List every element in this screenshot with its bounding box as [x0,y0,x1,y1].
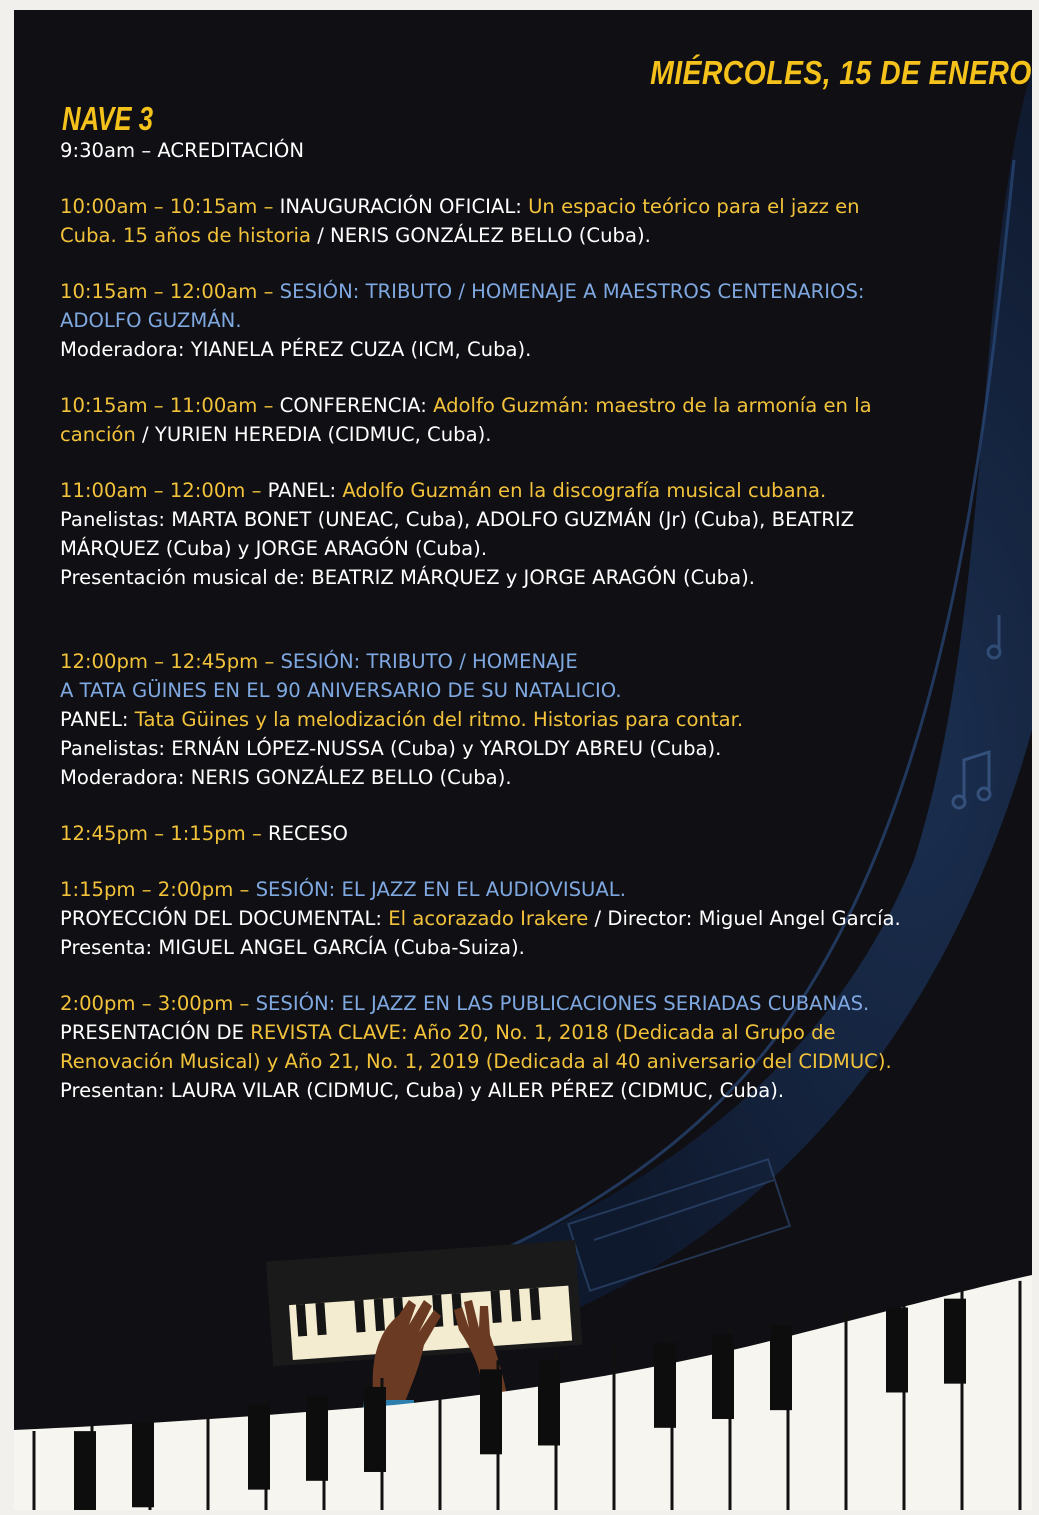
black-key [306,1396,328,1481]
program-item-line [60,420,1025,449]
text-segment: SESIÓN: TRIBUTO / HOMENAJE [280,650,578,673]
black-key [712,1334,734,1419]
text-segment: 11:00am – 12:00m – [60,479,268,502]
black-key [886,1307,908,1392]
text-segment: 9:30am – [60,139,158,162]
black-key [480,1369,502,1454]
black-key [944,1299,966,1384]
text-segment: / YURIEN HEREDIA (CIDMUC, Cuba). [135,423,492,446]
text-segment: PROYECCIÓN DEL DOCUMENTAL: [60,907,389,930]
text-segment: REVISTA CLAVE: Año 20, No. 1, 2018 (Dedicada al Grupo de [250,1021,836,1044]
program-item-line [60,647,1025,676]
program-item-line [60,505,1025,534]
program-item-line [60,734,1025,763]
text-segment: canción [60,423,136,446]
text-segment: 12:45pm – 1:15pm – [60,822,269,845]
text-segment: SESIÓN: EL JAZZ EN EL AUDIOVISUAL. [255,878,626,901]
black-key [248,1405,270,1490]
date-heading: MIÉRCOLES, 15 DE ENERO [650,54,1032,91]
program-list [60,136,1025,1105]
text-segment: Moderadora: YIANELA PÉREZ CUZA (ICM, Cuba). [60,338,532,361]
program-item [60,875,1025,962]
text-segment: RECESO [268,822,348,845]
text-segment: PANEL: [60,708,135,731]
text-segment: Panelistas: ERNÁN LÓPEZ-NUSSA (Cuba) y YAROLDY ABREU (Cuba). [60,737,722,760]
program-item-line [60,904,1025,933]
program-item-line [60,136,1025,165]
text-segment: Adolfo Guzmán en la discografía musical cubana. [342,479,827,502]
program-item-line [60,534,1025,563]
text-segment: 1:15pm – 2:00pm – [60,878,256,901]
text-segment: Renovación Musical) y Año 21, No. 1, 2019 (Dedicada al 40 aniversario del CIDMUC). [60,1050,892,1073]
program-item-line [60,1018,1025,1047]
program-item-line [60,306,1025,335]
text-segment: Presentación musical de: BEATRIZ MÁRQUEZ y JORGE ARAGÓN (Cuba). [60,566,756,589]
program-item [60,136,1025,165]
text-segment: Presenta: MIGUEL ANGEL GARCÍA (Cuba-Suiza). [60,936,525,959]
program-item-line [60,763,1025,792]
black-key [364,1387,386,1472]
text-segment: PANEL: [267,479,343,502]
program-item-line [60,1076,1025,1105]
program-item [60,391,1025,449]
text-segment: A TATA GÜINES EN EL 90 ANIVERSARIO DE SU NATALICIO. [60,679,622,702]
program-item-line [60,705,1025,734]
text-segment: SESIÓN: TRIBUTO / HOMENAJE A MAESTROS CENTENARIOS: [279,280,865,303]
text-segment: El acorazado Irakere [388,907,589,930]
black-key [654,1343,676,1428]
text-segment: 10:00am – 10:15am – [60,195,280,218]
text-segment: PRESENTACIÓN DE [60,1021,251,1044]
program-item [60,277,1025,364]
text-segment: 10:15am – 12:00am – [60,280,280,303]
text-segment: Tata Güines y la melodización del ritmo. Historias para contar. [134,708,744,731]
text-segment: / NERIS GONZÁLEZ BELLO (Cuba). [310,224,651,247]
text-segment: ACREDITACIÓN [157,139,305,162]
program-item-line [60,192,1025,221]
program-card [14,10,1032,1510]
program-item-line [60,875,1025,904]
program-item-line [60,391,1025,420]
text-segment: 2:00pm – 3:00pm – [60,992,256,1015]
program-item-line [60,335,1025,364]
text-segment: ADOLFO GUZMÁN. [60,309,242,332]
program-item [60,192,1025,250]
program-item [60,476,1025,592]
program-item [60,647,1025,792]
program-item-line [60,476,1025,505]
program-item [60,819,1025,848]
program-item-line [60,277,1025,306]
text-segment: CONFERENCIA: [279,394,434,417]
text-segment: Panelistas: MARTA BONET (UNEAC, Cuba), ADOLFO GUZMÁN (Jr) (Cuba), BEATRIZ [60,508,855,531]
text-segment: 10:15am – 11:00am – [60,394,280,417]
program-item-line [60,989,1025,1018]
black-key [74,1431,96,1510]
text-segment: Cuba. 15 años de historia [60,224,311,247]
text-segment: Adolfo Guzmán: maestro de la armonía en la [433,394,872,417]
black-key [132,1422,154,1507]
text-segment: Moderadora: NERIS GONZÁLEZ BELLO (Cuba). [60,766,512,789]
venue-heading: NAVE 3 [62,100,154,137]
text-segment: Un espacio teórico para el jazz en [528,195,860,218]
program-item-line [60,563,1025,592]
program-item-line [60,676,1025,705]
program-item-line [60,221,1025,250]
program-item-line [60,933,1025,962]
text-segment: 12:00pm – 12:45pm – [60,650,281,673]
black-key [538,1360,560,1445]
text-segment: MÁRQUEZ (Cuba) y JORGE ARAGÓN (Cuba). [60,537,488,560]
text-segment: / Director: Miguel Angel García. [588,907,901,930]
text-segment: INAUGURACIÓN OFICIAL: [279,195,529,218]
program-item [60,989,1025,1105]
text-segment: SESIÓN: EL JAZZ EN LAS PUBLICACIONES SERIADAS CUBANAS. [255,992,870,1015]
black-key [770,1325,792,1410]
program-item-line [60,819,1025,848]
program-item-line [60,1047,1025,1076]
text-segment: Presentan: LAURA VILAR (CIDMUC, Cuba) y AILER PÉREZ (CIDMUC, Cuba). [60,1079,785,1102]
